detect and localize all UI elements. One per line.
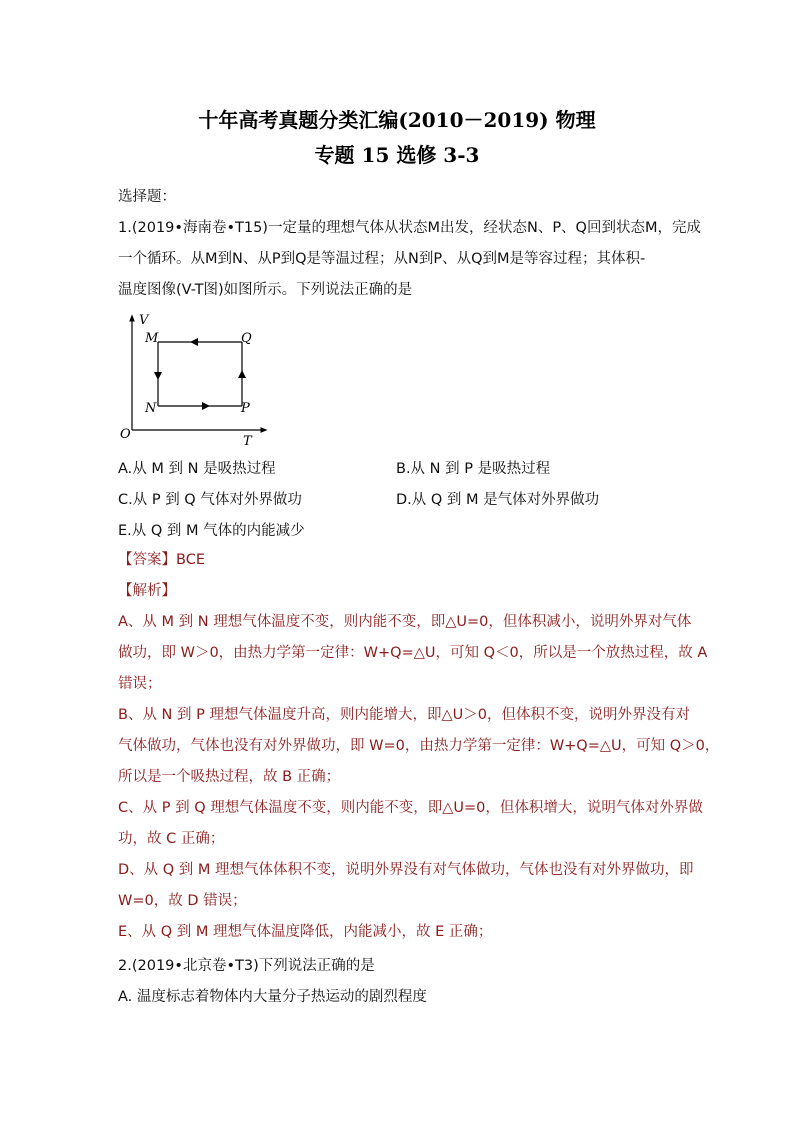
point-label-q: Q [241, 331, 252, 346]
analysis-line: 气体做功，气体也没有对外界做功，即 W=0，由热力学第一定律：W+Q=△U，可知 Q＞0， [118, 738, 720, 754]
arrow-qm [190, 338, 198, 346]
arrow-mn [154, 372, 162, 380]
analysis-line: 所以是一个吸热过程，故 B 正确； [118, 769, 341, 785]
q2-option-a: A. 温度标志着物体内大量分子热运动的剧烈程度 [118, 989, 427, 1005]
arrow-np [202, 402, 210, 410]
q1-option-c: C.从 P 到 Q 气体对外界做功 [118, 492, 302, 508]
analysis-line: W=0，故 D 错误； [118, 893, 247, 909]
q1-option-a: A.从 M 到 N 是吸热过程 [118, 461, 276, 477]
q1-option-e: E.从 Q 到 M 气体的内能减少 [118, 523, 305, 539]
page-title: 十年高考真题分类汇编(2010－2019) 物理 [198, 108, 596, 132]
analysis-line: C、从 P 到 Q 理想气体温度不变，则内能不变，即△U=0，但体积增大，说明气体对外界做 [118, 800, 703, 816]
point-label-m: M [145, 331, 159, 346]
section-label: 选择题： [118, 189, 176, 205]
axis-label-v: V [139, 313, 149, 328]
analysis-line: 错误； [118, 676, 162, 692]
arrow-pq [238, 370, 246, 378]
analysis-line: B、从 N 到 P 理想气体温度升高，则内能增大，即△U＞0，但体积不变，说明外界没有对 [118, 707, 690, 723]
page-subtitle: 专题 15 选修 3-3 [314, 143, 480, 167]
origin-label: O [120, 427, 131, 442]
analysis-line: E、从 Q 到 M 理想气体温度降低，内能减小，故 E 正确； [118, 924, 493, 940]
analysis-line: 功，故 C 正确； [118, 831, 225, 847]
point-label-n: N [145, 401, 157, 416]
q1-stem-line-1: 1.(2019•海南卷•T15)一定量的理想气体从状态M出发，经状态N、P、Q回到状态M，完成 [118, 220, 701, 236]
axis-label-t: T [243, 434, 252, 449]
analysis-line: D、从 Q 到 M 理想气体体积不变，说明外界没有对气体做功，气体也没有对外界做功，即 [118, 862, 694, 878]
q1-analysis-label: 【解析】 [118, 583, 176, 599]
q1-answer: 【答案】BCE [118, 552, 205, 568]
q1-option-b: B.从 N 到 P 是吸热过程 [396, 461, 551, 477]
q1-option-d: D.从 Q 到 M 是气体对外界做功 [396, 492, 600, 508]
point-label-p: P [241, 401, 250, 416]
vt-diagram-svg [118, 312, 268, 452]
q1-stem-line-3: 温度图像(V-T图)如图所示。下列说法正确的是 [118, 282, 413, 298]
analysis-line: A、从 M 到 N 理想气体温度不变，则内能不变，即△U=0，但体积减小，说明外界对气体 [118, 614, 692, 630]
vt-diagram [118, 312, 268, 452]
q2-stem: 2.(2019•北京卷•T3)下列说法正确的是 [118, 958, 375, 974]
q1-stem-line-2: 一个循环。从M到N、从P到Q是等温过程；从N到P、从Q到M是等容过程；其体积- [118, 251, 646, 267]
analysis-line: 做功，即 W＞0，由热力学第一定律：W+Q=△U，可知 Q＜0，所以是一个放热过程，故 A [118, 645, 708, 661]
